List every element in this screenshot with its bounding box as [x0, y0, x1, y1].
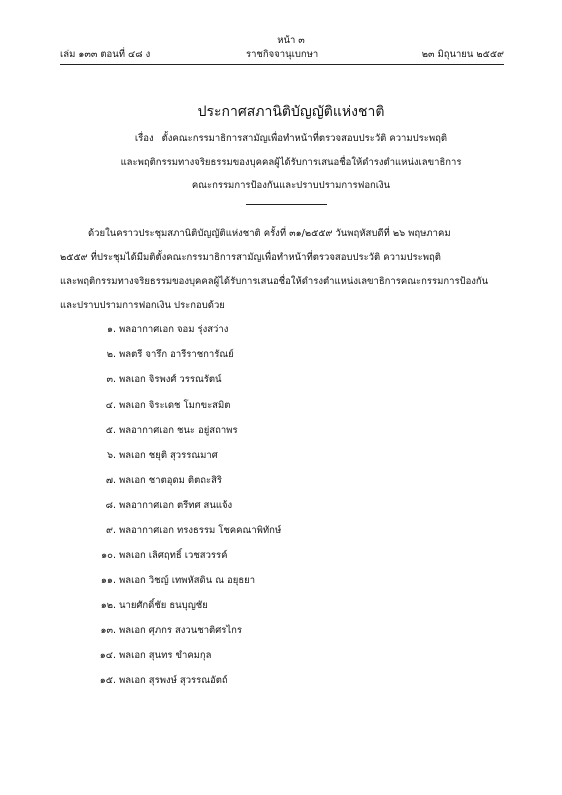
- list-item: [0, 598, 562, 612]
- list-item: [0, 648, 562, 662]
- list-item: [0, 623, 562, 637]
- subject-text-1: ตั้งคณะกรรมาธิการสามัญเพื่อทำหน้าที่ตรวจสอบประวัติ ความประพฤติ: [161, 133, 448, 144]
- member-number: ๑๐.: [101, 550, 116, 561]
- gazette-name: ราชกิจจานุเบกษา: [246, 49, 319, 60]
- member-name: พลตรี จารึก อารีราชการัณย์: [119, 349, 234, 360]
- list-item: [0, 523, 562, 537]
- list-item: [0, 448, 562, 462]
- member-number: ๙.: [106, 525, 116, 536]
- member-number: ๑๒.: [100, 600, 116, 611]
- member-name: พลเอก เลิศฤทธิ์ เวชสวรรค์: [119, 550, 228, 561]
- page-number: หน้า ๓: [277, 35, 305, 46]
- subject-line-2: และพฤติกรรมทางจริยธรรมของบุคคลผู้ได้รับการเสนอชื่อให้ดำรงตำแหน่งเลขาธิการ: [120, 157, 462, 168]
- member-name: พลเอก วิชญ์ เทพหัสดิน ณ อยุธยา: [119, 575, 256, 586]
- member-name: พลเอก จิระเดช โมกขะสมิต: [119, 400, 231, 411]
- member-name: พลเอก ชาตอุดม ติตถะสิริ: [119, 475, 223, 486]
- list-item: [0, 498, 562, 512]
- list-item: [0, 673, 562, 687]
- subject-label: เรื่อง: [134, 133, 154, 144]
- member-name: พลอากาศเอก จอม รุ่งสว่าง: [119, 324, 229, 335]
- list-item: [0, 372, 562, 386]
- member-name: พลอากาศเอก ทรงธรรม โชคคณาพิทักษ์: [119, 525, 282, 536]
- member-name: พลเอก สุนทร ขำคมกุล: [119, 650, 212, 661]
- member-number: ๑๓.: [100, 625, 116, 636]
- list-item: [0, 347, 562, 361]
- body-line-4: และปราบปรามการฟอกเงิน ประกอบด้วย: [60, 300, 225, 311]
- list-item: [0, 548, 562, 562]
- member-name: พลอากาศเอก ตรีทศ สนแจ้ง: [119, 500, 233, 511]
- list-item: [0, 573, 562, 587]
- member-name: พลเอก ชยุติ สุวรรณมาศ: [119, 450, 218, 461]
- list-item: [0, 322, 562, 336]
- subject-line-3: คณะกรรมการป้องกันและปราบปรามการฟอกเงิน: [191, 180, 391, 191]
- member-name: นายศักดิ์ชัย ธนบุญชัย: [119, 600, 208, 611]
- member-number: ๖.: [106, 450, 116, 461]
- publication-date: ๒๓ มิถุนายน ๒๕๕๙: [421, 49, 504, 60]
- member-number: ๘.: [105, 500, 116, 511]
- member-number: ๕.: [105, 425, 116, 436]
- member-number: ๔.: [105, 400, 116, 411]
- member-name: พลอากาศเอก ชนะ อยู่สถาพร: [119, 425, 238, 436]
- body-line-1: ด้วยในคราวประชุมสภานิติบัญญัติแห่งชาติ ครั้งที่ ๓๑/๒๕๕๙ วันพฤหัสบดีที่ ๒๖ พฤษภาคม: [88, 228, 451, 239]
- member-number: ๑.: [106, 324, 116, 335]
- member-number: ๑๔.: [99, 650, 116, 661]
- document-title: ประกาศสภานิติบัญญัติแห่งชาติ: [197, 104, 385, 120]
- list-item: [0, 398, 562, 412]
- list-item: [0, 423, 562, 437]
- list-item: [0, 473, 562, 487]
- body-line-3: และพฤติกรรมทางจริยธรรมของบุคคลผู้ได้รับการเสนอชื่อให้ดำรงตำแหน่งเลขาธิการคณะกรรมการป้องกัน: [60, 276, 489, 287]
- member-number: ๑๑.: [100, 575, 116, 586]
- volume-issue: เล่ม ๑๓๓ ตอนที่ ๔๘ ง: [60, 49, 151, 60]
- member-name: พลเอก สุรพงษ์ สุวรรณอัตถ์: [119, 675, 228, 686]
- member-number: ๒.: [106, 349, 116, 360]
- member-name: พลเอก ศุภกร สงวนชาติศรไกร: [119, 625, 242, 636]
- member-number: ๗.: [105, 475, 116, 486]
- member-name: พลเอก จิรพงศ์ วรรณรัตน์: [119, 374, 222, 385]
- body-line-2: ๒๕๕๙ ที่ประชุมได้มีมติตั้งคณะกรรมาธิการสามัญเพื่อทำหน้าที่ตรวจสอบประวัติ ความประพฤติ: [60, 252, 441, 263]
- member-number: ๓.: [106, 374, 116, 385]
- member-number: ๑๕.: [99, 675, 116, 686]
